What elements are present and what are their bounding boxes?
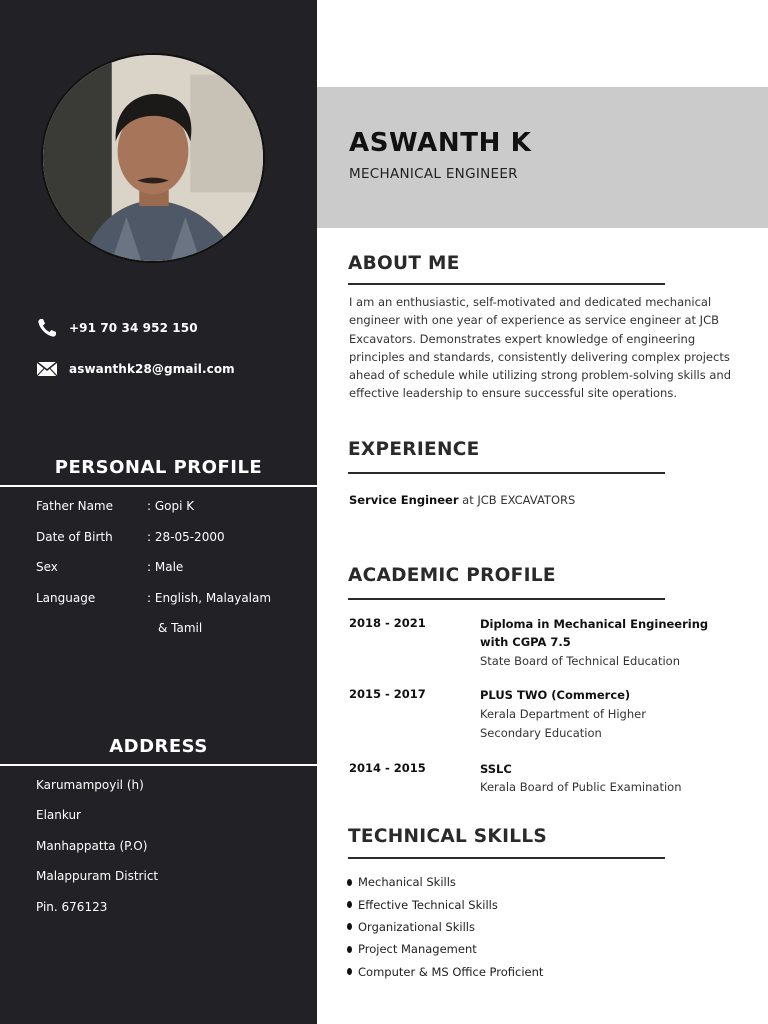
profile-label-language: Language: [36, 591, 96, 605]
address-line: Pin. 676123: [36, 900, 108, 914]
experience-heading: EXPERIENCE: [348, 439, 480, 460]
address-line: Elankur: [36, 808, 81, 822]
experience-company: JCB EXCAVATORS: [477, 493, 576, 507]
list-item: [347, 893, 543, 915]
academic-institution-cont: Secondary Education: [480, 726, 602, 740]
skill-label: Project Management: [358, 942, 477, 957]
profile-value-sex: : Male: [147, 560, 184, 574]
skill-label: Effective Technical Skills: [358, 897, 498, 912]
academic-title: PLUS TWO (Commerce): [480, 688, 631, 702]
list-item: [347, 916, 543, 938]
email-address: aswanthk28@gmail.com: [69, 362, 235, 376]
skills-list: [347, 871, 543, 983]
profile-value-father: : Gopi K: [147, 499, 195, 513]
academic-divider: [348, 598, 665, 600]
profile-value-dob: : 28-05-2000: [147, 530, 225, 544]
skill-label: Computer & MS Office Proficient: [358, 964, 544, 979]
list-item: [347, 871, 543, 893]
academic-years: 2018 - 2021: [349, 616, 426, 630]
bullet-icon: [347, 923, 352, 930]
academic-heading: ACADEMIC PROFILE: [348, 565, 556, 586]
profile-value-language: : English, Malayalam: [147, 591, 272, 605]
bullet-icon: [347, 901, 352, 908]
envelope-icon: [36, 359, 58, 379]
academic-institution: Kerala Department of Higher: [480, 707, 646, 721]
skill-label: Mechanical Skills: [358, 875, 456, 890]
academic-title-cont: with CGPA 7.5: [480, 635, 571, 649]
academic-institution: State Board of Technical Education: [480, 654, 681, 668]
phone-row: [36, 318, 198, 338]
profile-value-language-cont: & Tamil: [158, 621, 203, 635]
email-row: [36, 359, 235, 379]
about-divider: [348, 283, 665, 285]
list-item: [347, 938, 543, 960]
bullet-icon: [347, 968, 352, 975]
experience-divider: [348, 472, 665, 474]
candidate-role: MECHANICAL ENGINEER: [349, 166, 518, 182]
phone-number: +91 70 34 952 150: [69, 321, 198, 335]
academic-years: 2014 - 2015: [349, 761, 426, 775]
skills-heading: TECHNICAL SKILLS: [348, 826, 548, 847]
profile-photo: [41, 53, 265, 263]
about-heading: ABOUT ME: [348, 253, 460, 274]
skill-label: Organizational Skills: [358, 919, 475, 934]
sidebar: [0, 0, 317, 1024]
bullet-icon: [347, 879, 352, 886]
profile-label-sex: Sex: [36, 560, 58, 574]
experience-position: Service Engineer: [349, 493, 459, 507]
list-item: [347, 961, 543, 983]
experience-connector: at: [458, 493, 478, 507]
profile-label-dob: Date of Birth: [36, 530, 113, 544]
address-line: Karumampoyil (h): [36, 778, 144, 792]
address-divider: [0, 764, 317, 766]
experience-entry: [349, 493, 575, 507]
phone-icon: [36, 318, 58, 338]
personal-profile-heading: PERSONAL PROFILE: [54, 457, 263, 478]
academic-title: Diploma in Mechanical Engineering: [480, 617, 709, 631]
candidate-name: ASWANTH K: [349, 128, 532, 158]
address-heading: ADDRESS: [109, 736, 208, 757]
address-line: Malappuram District: [36, 869, 159, 883]
skills-divider: [348, 857, 665, 859]
academic-years: 2015 - 2017: [349, 687, 426, 701]
personal-profile-divider: [0, 485, 317, 487]
about-text: I am an enthusiastic, self-motivated and dedicated mechanical engineer with one year of experience as service engineer at JCB Excavators. Demonstrates expert knowledge of engineering principles and standards, consistently delivering complex projects ahead of schedule while utilizing strong problem-solving skills and effective leadership to ensure successful site operations.: [349, 295, 731, 401]
profile-label-father: Father Name: [36, 499, 113, 513]
address-line: Manhappatta (P.O): [36, 839, 148, 853]
academic-title: SSLC: [480, 762, 512, 776]
academic-institution: Kerala Board of Public Examination: [480, 780, 682, 794]
bullet-icon: [347, 946, 352, 953]
